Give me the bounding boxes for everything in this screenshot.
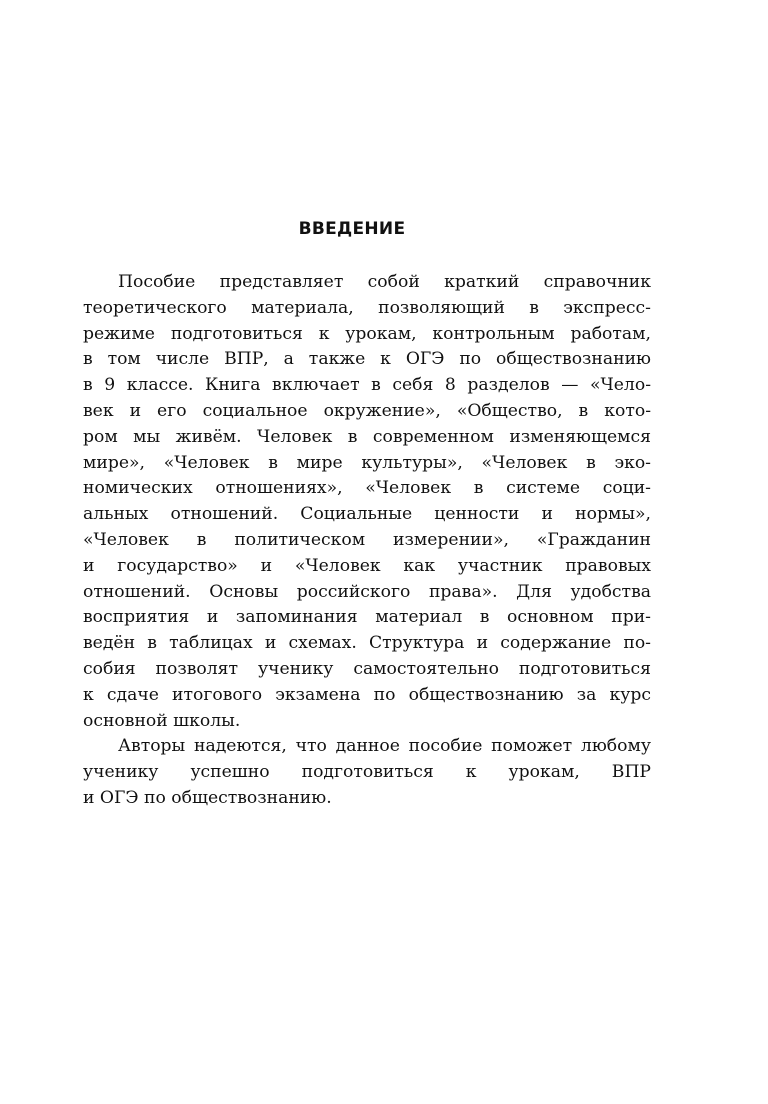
text-line: Авторы надеются, что данное пособие поможет любому: [118, 736, 651, 757]
text-line: ведён в таблицах и схемах. Структура и содержание по-: [83, 633, 651, 654]
text-line: ученику успешно подготовиться к урокам, ВПР: [83, 762, 651, 783]
text-line: основной школы.: [83, 710, 241, 731]
text-line: восприятия и запоминания материал в основном при-: [83, 607, 651, 628]
text-line: в 9 классе. Книга включает в себя 8 разделов — «Чело-: [83, 375, 651, 396]
text-line: режиме подготовиться к урокам, контрольным работам,: [83, 323, 651, 344]
text-line: и государство» и «Человек как участник правовых: [83, 555, 651, 576]
text-line: отношений. Основы российского права». Для удобства: [83, 581, 651, 602]
text-line: «Человек в политическом измерении», «Гражданин: [83, 529, 651, 550]
text-line: ром мы живём. Человек в современном изменяющемся: [83, 426, 651, 447]
text-line: Пособие представляет собой краткий справочник: [118, 272, 651, 292]
text-line: и ОГЭ по обществознанию.: [83, 787, 332, 808]
body-text: [83, 270, 651, 812]
text-line: век и его социальное окружение», «Общество, в кото-: [83, 400, 651, 421]
text-line: альных отношений. Социальные ценности и нормы»,: [83, 504, 651, 525]
paragraph-2: [83, 734, 651, 811]
text-line: в том числе ВПР, а также к ОГЭ по обществознанию: [83, 349, 651, 370]
text-line: теоретического материала, позволяющий в экспресс-: [83, 297, 651, 318]
paragraph-1: [83, 270, 651, 734]
text-line: мире», «Человек в мире культуры», «Человек в эко-: [83, 452, 651, 473]
text-line: собия позволят ученику самостоятельно подготовиться: [83, 658, 651, 679]
text-line: к сдаче итогового экзамена по обществознанию за курс: [83, 684, 651, 705]
text-line: номических отношениях», «Человек в системе соци-: [83, 478, 651, 499]
page-title: ВВЕДЕНИЕ: [298, 219, 406, 239]
